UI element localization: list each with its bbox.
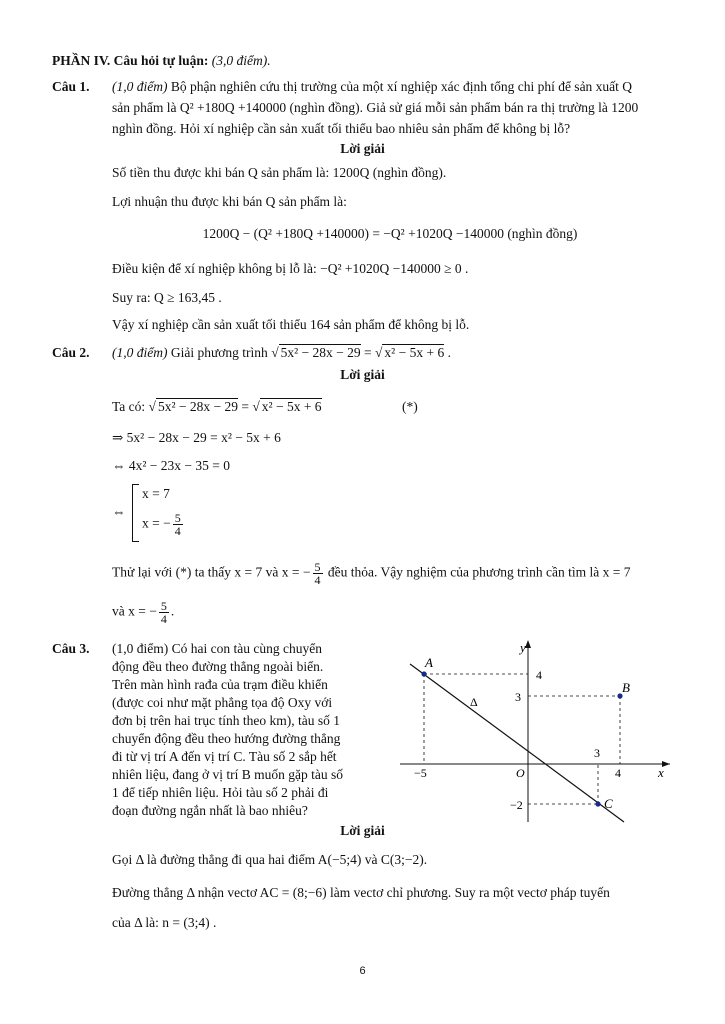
q2-points: (1,0 điểm) [112, 345, 168, 360]
frac-numerator: 5 [174, 511, 181, 525]
tick-x-3: 3 [594, 746, 600, 760]
q3-sol-1: Gọi Δ là đường thẳng đi qua hai điểm A(−5;4) và C(3;−2). [112, 852, 428, 867]
q3-sol-3: của Δ là: n = (3;4) . [112, 915, 217, 930]
q2-line: (1,0 điểm) Giải phương trình √ 5x² − 28x − 29 = √ x² − 5x + 6 . [112, 345, 451, 360]
q2-ta-co-label: Ta có: [112, 399, 146, 414]
point-a [421, 671, 426, 676]
q1-sol-3: 1200Q − (Q² +180Q +140000) = −Q² +1020Q −140000 (nghìn đồng) [202, 226, 578, 241]
q3-label: Câu 3. [52, 641, 90, 656]
q2-root-2-prefix: x = − [142, 515, 171, 531]
label-a: A [425, 655, 433, 670]
section-heading [52, 54, 271, 69]
frac-denominator: 4 [160, 612, 167, 626]
q3-solution-title: Lời giải [340, 823, 385, 838]
q2-step-2: ⇔ 4x² − 23x − 35 = 0 [112, 458, 231, 473]
tick-y-neg2: −2 [510, 798, 523, 812]
q1-text-2: sản phẩm là Q² +180Q +140000 (nghìn đồng). Giả sử giá mỗi sản phẩm bán ra thị trường là 1200 [112, 100, 639, 115]
q3-line-7: nhiên liệu, đang ở vị trí B muốn gặp tàu số [112, 767, 343, 782]
q2-check-a: Thử lại với (*) ta thấy x = 7 và x = − [112, 564, 311, 580]
label-c: C [604, 796, 613, 811]
q3-line-5: chuyển động đều theo hướng đường thẳng [112, 731, 341, 746]
q2-and-prefix: và x = − [112, 603, 157, 619]
q2-label: Câu 2. [52, 345, 90, 360]
q1-sol-2: Lợi nhuận thu được khi bán Q sản phẩm là: [112, 194, 347, 209]
dashed-guides [424, 674, 620, 804]
q1-text-3: nghìn đồng. Hỏi xí nghiệp cần sản xuất tối thiểu bao nhiêu sản phẩm để không bị lỗ? [112, 121, 571, 136]
q2-text: Giải phương trình [170, 345, 268, 360]
q2-root-2-frac [173, 512, 183, 537]
q2-and-suffix: . [170, 603, 175, 619]
label-b: B [622, 680, 630, 695]
coordinate-figure [400, 636, 675, 826]
q3-line-3: (được coi như mặt phẳng tọa độ Oxy với [112, 695, 333, 710]
tick-y-3: 3 [515, 690, 521, 704]
q2-root-1: x = 7 [142, 486, 170, 501]
q1-points: (1,0 điểm) [112, 79, 168, 94]
page-number: 6 [359, 965, 366, 977]
y-axis-arrow [525, 640, 531, 648]
label-x: x [658, 765, 664, 780]
q1-sol-5: Suy ra: Q ≥ 163,45 . [112, 290, 222, 305]
frac-denominator: 4 [314, 573, 321, 587]
label-o: O [516, 766, 525, 780]
q1-solution-title: Lời giải [340, 141, 385, 156]
q1-label: Câu 1. [52, 79, 90, 94]
q3-line-6: đi từ vị trí A đến vị trí C. Tàu số 2 sắp hết [112, 749, 337, 764]
q3-sol-2: Đường thẳng Δ nhận vectơ AC = (8;−6) làm vectơ chỉ phương. Suy ra một vectơ pháp tuyến [112, 885, 610, 900]
section-score: (3,0 điểm). [211, 53, 271, 68]
q2-and [112, 600, 174, 625]
q2-check [112, 561, 631, 586]
point-c [595, 801, 600, 806]
q2-equiv: ⇔ [112, 504, 126, 519]
q3-line-0: (1,0 điểm) Có hai con tàu cùng chuyển [112, 641, 322, 656]
frac-numerator: 5 [314, 560, 321, 574]
q2-brace [132, 484, 139, 542]
q3-line-1: động đều theo đường thẳng ngoài biển. [112, 659, 324, 674]
q1-sol-4: Điều kiện để xí nghiệp không bị lỗ là: −Q² +1020Q −140000 ≥ 0 . [112, 261, 469, 276]
q3-line-9: đoạn đường ngắn nhất là bao nhiêu? [112, 803, 308, 818]
q1-sol-1: Số tiền thu được khi bán Q sản phẩm là: 1200Q (nghìn đồng). [112, 165, 447, 180]
tick-x-4: 4 [615, 766, 621, 780]
q2-check-b: đều thỏa. Vậy nghiệm của phương trình cần tìm là x = 7 [327, 564, 631, 580]
q2-eq-lhs: 5x² − 28x − 29 [280, 345, 361, 360]
q2-ta-co-lhs: 5x² − 28x − 29 [157, 399, 238, 414]
q2-check-frac [313, 561, 323, 586]
q1-line-1 [112, 80, 632, 95]
q2-and-frac [159, 600, 169, 625]
q1-text-1: Bộ phận nghiên cứu thị trường của một xí nghiệp xác định tổng chi phí để sản xuất Q [170, 79, 633, 94]
frac-denominator: 4 [174, 524, 181, 538]
q3-line-4: đơn bị trên hai trục tính theo km), tàu số 1 [112, 713, 340, 728]
label-y: y [520, 640, 526, 655]
q2-root-2 [142, 512, 185, 537]
q2-solution-title: Lời giải [340, 367, 385, 382]
q2-ta-co-rhs: x² − 5x + 6 [261, 399, 322, 414]
tick-x-neg5: −5 [414, 766, 427, 780]
q3-line-8: 1 để tiếp nhiên liệu. Hỏi tàu số 2 phải đi [112, 785, 329, 800]
section-title: PHẦN IV. Câu hỏi tự luận: [52, 53, 209, 68]
tick-y-4: 4 [536, 668, 542, 682]
q3-line-2: Trên màn hình rađa của trạm điều khiển [112, 677, 328, 692]
q2-ta-co: Ta có: √ 5x² − 28x − 29 = √ x² − 5x + 6 [112, 399, 322, 414]
label-delta: Δ [470, 695, 478, 709]
q2-eq-rhs: x² − 5x + 6 [384, 345, 445, 360]
q2-step-1: ⇒ 5x² − 28x − 29 = x² − 5x + 6 [112, 430, 281, 445]
frac-numerator: 5 [160, 599, 167, 613]
q2-star: (*) [402, 399, 418, 414]
q1-sol-6: Vậy xí nghiệp cần sản xuất tối thiểu 164 sản phẩm để không bị lỗ. [112, 317, 470, 332]
